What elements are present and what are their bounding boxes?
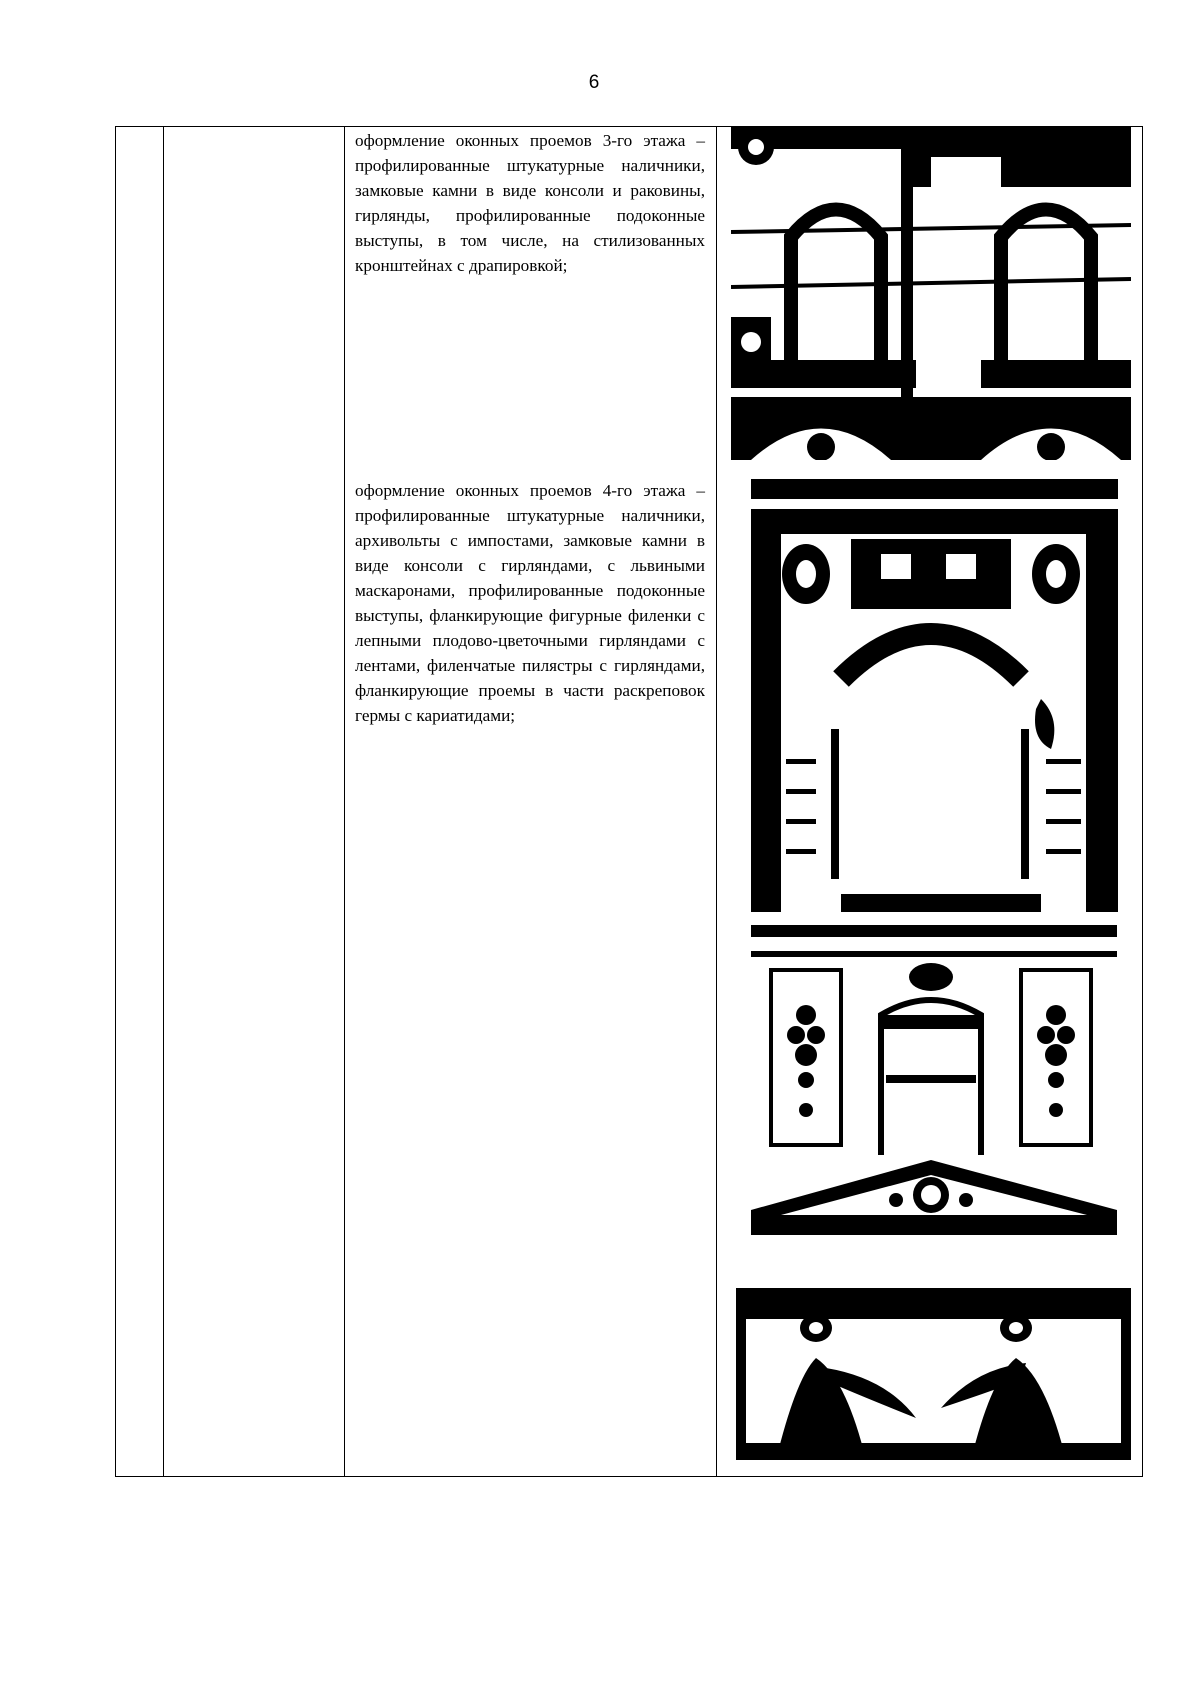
column-divider-3 <box>716 127 717 1476</box>
photo-3rd-floor-windows <box>731 127 1131 460</box>
photo-4th-floor-window-garlands-drawing <box>751 925 1117 1235</box>
page-number: 6 <box>588 72 600 93</box>
row-2-description-text: оформление оконных проемов 4-го этажа – профилированные штукатурные наличники, архивольты с импостами, замковые камни в виде консоли с гирляндами, с львиными маскаронами, профилированные подоконные выступы, фланкирующие фигурные филенки с лепными плодово-цветочными гирляндами с лентами, филенчатые пилястры с гирляндами, фланкирующие проемы в части раскреповок гермы с кариатидами; <box>355 481 705 725</box>
photo-4th-floor-window-garlands <box>751 925 1117 1235</box>
row-1-description-text: оформление оконных проемов 3-го этажа – профилированные штукатурные наличники, замковые камни в виде консоли и раковины, гирлянды, профилированные подоконные выступы, в том числе, на стилизованных кронштейнах с драпировкой; <box>355 131 705 275</box>
row-1-description <box>355 128 705 278</box>
photo-4th-floor-window-caryatids-drawing <box>751 479 1118 912</box>
photo-3rd-floor-windows-drawing <box>731 127 1131 460</box>
photo-4th-floor-window-caryatids <box>751 479 1118 912</box>
photo-caryatids-detail-drawing <box>736 1288 1131 1460</box>
column-divider-2 <box>344 127 345 1476</box>
row-2-description <box>355 478 705 728</box>
column-divider-1 <box>163 127 164 1476</box>
photo-caryatids-detail <box>736 1288 1131 1460</box>
